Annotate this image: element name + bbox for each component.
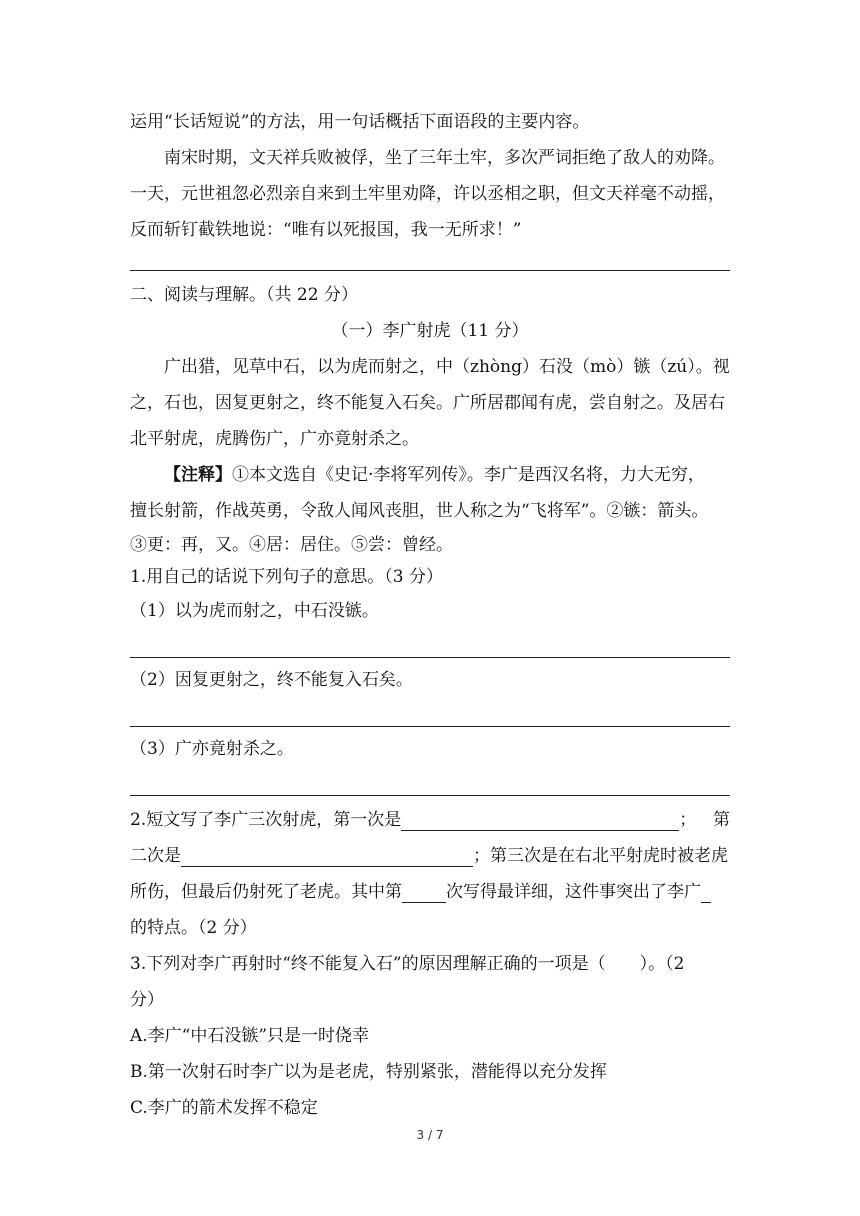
document-page bbox=[130, 104, 730, 1126]
question-2-line bbox=[130, 838, 730, 874]
question-1-stem: 1.用自己的话说下列句子的意思。（3 分） bbox=[130, 567, 443, 587]
question-1-item: （2）因复更射之，终不能复入石矣。 bbox=[130, 670, 413, 690]
answer-line[interactable] bbox=[130, 629, 730, 658]
fill-blank[interactable] bbox=[402, 880, 446, 903]
question-2-line: 的特点。（2 分） bbox=[130, 918, 257, 938]
question-1-item: （1）以为虎而射之，中石没镞。 bbox=[130, 601, 379, 621]
question-2-text: ；第三次是在右北平射虎时被老虎 bbox=[473, 846, 728, 866]
classical-text-line: 广出猎，见草中石，以为虎而射之，中（zhòng）石没（mò）镞（zú）。视 bbox=[164, 357, 730, 377]
instruction: 运用“长话短说”的方法，用一句话概括下面语段的主要内容。 bbox=[130, 112, 590, 132]
question-3-stem: 分） bbox=[130, 990, 164, 1010]
fill-blank[interactable] bbox=[181, 844, 473, 867]
passage-line: 一天，元世祖忽必烈亲自来到土牢里劝降，许以丞相之职，但文天祥毫不动摇， bbox=[130, 184, 725, 204]
question-2-text: 次写得最详细，这件事突出了李广 bbox=[446, 882, 701, 902]
note-label: 【注释】 bbox=[164, 465, 232, 485]
passage-line: 反而斩钉截铁地说：“唯有以死报国，我一无所求！” bbox=[130, 220, 522, 240]
page-number: 3 / 7 bbox=[416, 1128, 444, 1142]
question-2-line bbox=[130, 874, 730, 910]
question-2-text: 所伤，但最后仍射死了老虎。其中第 bbox=[130, 882, 402, 902]
classical-text-line: 北平射虎，虎腾伤广，广亦竟射杀之。 bbox=[130, 429, 419, 449]
section-heading: 二、阅读与理解。（共 22 分） bbox=[130, 285, 358, 305]
answer-line[interactable] bbox=[130, 248, 730, 271]
fill-blank[interactable] bbox=[401, 808, 679, 831]
question-2-text: 2.短文写了李广三次射虎，第一次是 bbox=[130, 810, 402, 830]
answer-line[interactable] bbox=[130, 767, 730, 796]
question-1-item: （3）广亦竟射杀之。 bbox=[130, 739, 294, 759]
note-line: ③更：再，又。④居：居住。⑤尝：曾经。 bbox=[130, 535, 453, 555]
fill-blank[interactable] bbox=[701, 880, 711, 903]
passage-line: 南宋时期，文天祥兵败被俘，坐了三年土牢，多次严词拒绝了敌人的劝降。 bbox=[164, 148, 725, 168]
note-line bbox=[130, 457, 730, 493]
option-b[interactable]: B.第一次射石时李广以为是老虎，特别紧张，潜能得以充分发挥 bbox=[130, 1062, 607, 1082]
question-2-text: 第 bbox=[713, 810, 730, 830]
question-2-text: 二次是 bbox=[130, 846, 181, 866]
note-text: ①本文选自《史记·李将军列传》。李广是西汉名将，力大无穷， bbox=[232, 465, 705, 485]
question-2-text: ； bbox=[679, 810, 697, 830]
option-a[interactable]: A.李广“中石没镞”只是一时侥幸 bbox=[130, 1026, 370, 1046]
option-c[interactable]: C.李广的箭术发挥不稳定 bbox=[130, 1098, 318, 1118]
section-subtitle: （一）李广射虎（11 分） bbox=[331, 321, 529, 341]
answer-line[interactable] bbox=[130, 698, 730, 727]
note-line: 擅长射箭，作战英勇，令敌人闻风丧胆，世人称之为“飞将军”。②镞：箭头。 bbox=[130, 501, 709, 521]
question-2-line bbox=[130, 802, 730, 838]
question-3-stem: 3.下列对李广再射时“终不能复入石”的原因理解正确的一项是（ ）。（2 bbox=[130, 954, 685, 974]
classical-text-line: 之，石也，因复更射之，终不能复入石矣。广所居郡闻有虎，尝自射之。及居右 bbox=[130, 393, 725, 413]
